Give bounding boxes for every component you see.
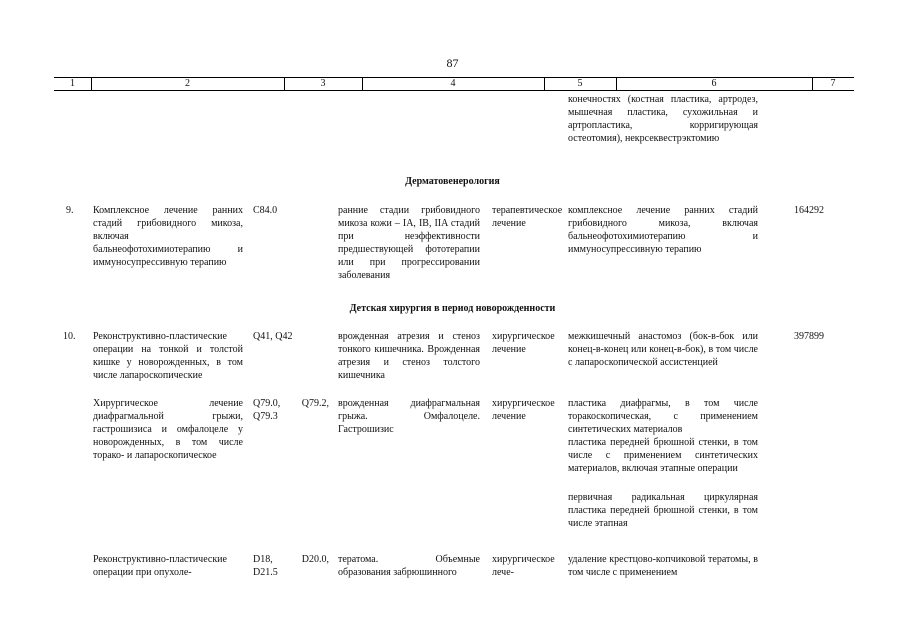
icd-code: C84.0: [253, 205, 278, 216]
treatment-method: межкишечный анастомоз (бок-в-бок или конец-в-конец или конец-в-бок), в том числе с лапароскопической ассистенцией: [568, 331, 758, 368]
row-number: 9.: [66, 205, 74, 216]
treatment-name: Реконструктивно-пластические операции при опухоле-: [93, 554, 227, 578]
cost-value: 397899: [794, 331, 824, 342]
table-header-row: [54, 77, 854, 91]
icd-code: Q41, Q42: [253, 331, 293, 342]
cost-value: 164292: [794, 205, 824, 216]
patient-model: врожденная атрезия и стеноз тонкого кишечника. Врожденная атрезия и стеноз толстого кишечника: [338, 331, 480, 381]
treatment-method: комплексное лечение ранних стадий грибовидного микоза, включая бальнеофотохимиотерапию и иммуносупрессивную терапию: [568, 205, 758, 255]
page-number: 87: [446, 56, 459, 70]
treatment-name: Комплексное лечение ранних стадий грибовидного микоза, включая бальнеофотохимиотерапию и иммуносупрессивную терапию: [93, 205, 243, 268]
treatment-method: пластика диафрагмы, в том числе торакоскопическая, с применением синтетических материалов: [568, 398, 758, 435]
treatment-type: хирургическое лече-: [492, 554, 555, 578]
col-header-2: 2: [185, 78, 190, 89]
icd-code: Q79.0, Q79.2, Q79.3: [253, 398, 329, 422]
row-number: 10.: [63, 331, 76, 342]
patient-model: ранние стадии грибовидного микоза кожи – IA, IB, IIA стадий при неэффективности предшествующей фототерапии или при прогрессировании заболевания: [338, 205, 480, 281]
section-heading-dermatovenereology: Дерматовенерология: [405, 176, 500, 187]
continuation-method-text: конечностях (костная пластика, артродез, мышечная пластика, сухожильная и артропластика, корригирующая остеотомия), некрсеквестрэктомию: [568, 94, 758, 144]
col-header-7: 7: [830, 78, 836, 89]
col-header-3: 3: [320, 78, 326, 89]
treatment-method: удаление крестцово-копчиковой тератомы, в том числе с применением: [568, 554, 758, 578]
col-header-1: 1: [70, 78, 75, 89]
treatment-type: терапевтическое лечение: [492, 205, 563, 229]
treatment-type: хирургическое лечение: [492, 398, 555, 422]
patient-model: тератома. Объемные образования забрюшинного: [338, 554, 480, 578]
icd-code: D18, D20.0, D21.5: [253, 554, 329, 578]
col-header-4: 4: [450, 78, 456, 89]
treatment-name: Реконструктивно-пластические операции на тонкой и толстой кишке у новорожденных, в том числе лапароскопические: [93, 331, 243, 381]
treatment-method: первичная радикальная циркулярная пластика передней брюшной стенки, в том числе этапная: [568, 492, 758, 529]
col-header-5: 5: [577, 78, 583, 89]
treatment-method: пластика передней брюшной стенки, в том числе с применением синтетических материалов, включая этапные операции: [568, 437, 758, 474]
treatment-type: хирургическое лечение: [492, 331, 555, 355]
patient-model: врожденная диафрагмальная грыжа. Омфалоцеле. Гастрошизис: [338, 398, 480, 435]
col-header-6: 6: [711, 78, 717, 89]
treatment-name: Хирургическое лечение диафрагмальной грыжи, гастрошизиса и омфалоцеле у новорожденных, в том числе торако- и лапароскопическое: [93, 398, 243, 461]
section-heading-neonatal-surgery: Детская хирургия в период новорожденности: [349, 303, 556, 314]
